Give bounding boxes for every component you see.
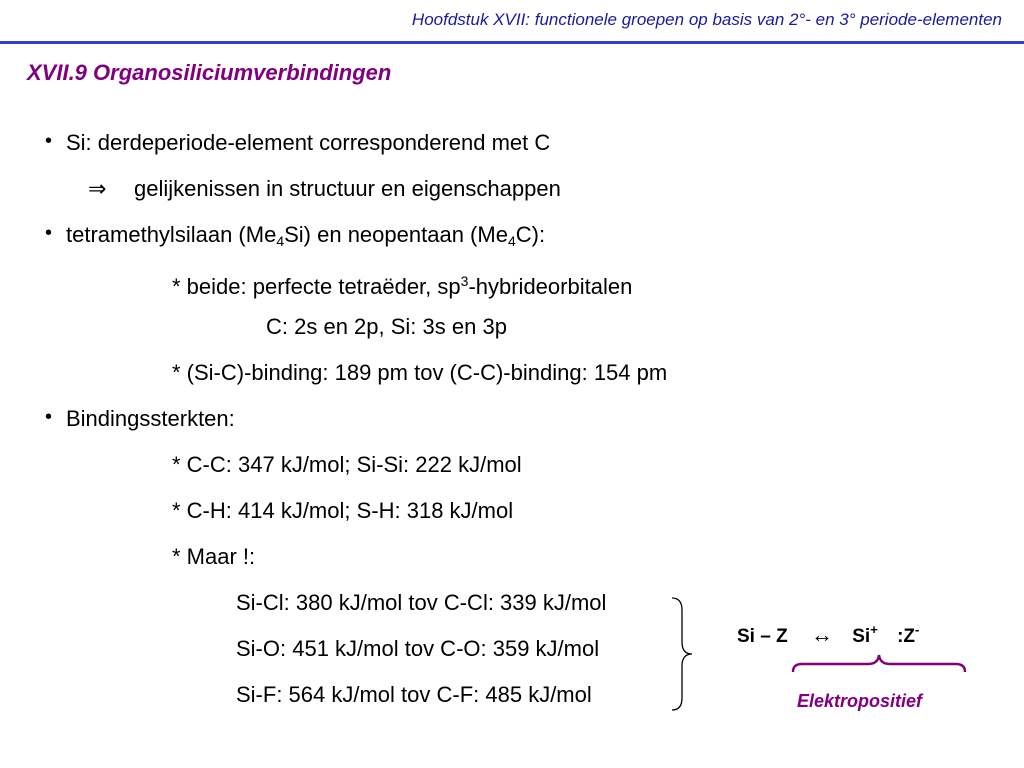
z-anion: :Z- bbox=[897, 622, 920, 647]
right-brace-icon bbox=[668, 596, 698, 712]
line-bond-strengths: Bindingssterkten: bbox=[66, 406, 235, 431]
line-sif-cf: Si-F: 564 kJ/mol tov C-F: 485 kJ/mol bbox=[236, 682, 592, 707]
under-brace-icon bbox=[790, 652, 968, 676]
line-si-third-period: Si: derdeperiode-element corresponderend met C bbox=[66, 130, 551, 155]
bullet-icon: • bbox=[45, 406, 53, 428]
bullet-icon: • bbox=[45, 222, 53, 244]
chapter-header: Hoofdstuk XVII: functionele groepen op basis van 2°- en 3° periode-elementen bbox=[411, 10, 1002, 29]
line-tetramethylsilane: tetramethylsilaan $(Me_4Si)$ en neopentaan $(Me_4C)$: bbox=[66, 222, 546, 249]
si-cation: Si+ bbox=[852, 622, 878, 647]
bullet-icon: • bbox=[45, 130, 53, 152]
line-orbitals: C: 2s en 2p, Si: 3s en 3p bbox=[266, 314, 507, 339]
polarization-equation bbox=[737, 622, 919, 648]
section-title: XVII.9 Organosiliciumverbindingen bbox=[27, 60, 392, 85]
line-similarities: gelijkenissen in structuur en eigenschappen bbox=[134, 176, 561, 201]
implies-arrow-icon: ⇒ bbox=[88, 176, 107, 201]
line-ch-sh: * C-H: 414 kJ/mol; S-H: 318 kJ/mol bbox=[172, 498, 514, 523]
line-but: * Maar !: bbox=[172, 544, 256, 569]
resonance-arrow-icon: ↔ bbox=[810, 622, 833, 647]
line-sicl-ccl: Si-Cl: 380 kJ/mol tov C-Cl: 339 kJ/mol bbox=[236, 590, 607, 615]
header-divider bbox=[0, 41, 1024, 44]
line-tetrahedra: * beide: perfecte tetraëder, $sp^3$-hybrideorbitalen bbox=[172, 273, 633, 299]
si-z-bond: Si – Z bbox=[737, 626, 788, 647]
line-cc-sisi: * C-C: 347 kJ/mol; Si-Si: 222 kJ/mol bbox=[172, 452, 522, 477]
line-sio-co: Si-O: 451 kJ/mol tov C-O: 359 kJ/mol bbox=[236, 636, 600, 661]
line-bond-length: * (Si-C)-binding: 189 pm tov (C-C)-binding: 154 pm bbox=[172, 360, 668, 385]
electropositive-label: Elektropositief bbox=[797, 691, 923, 711]
